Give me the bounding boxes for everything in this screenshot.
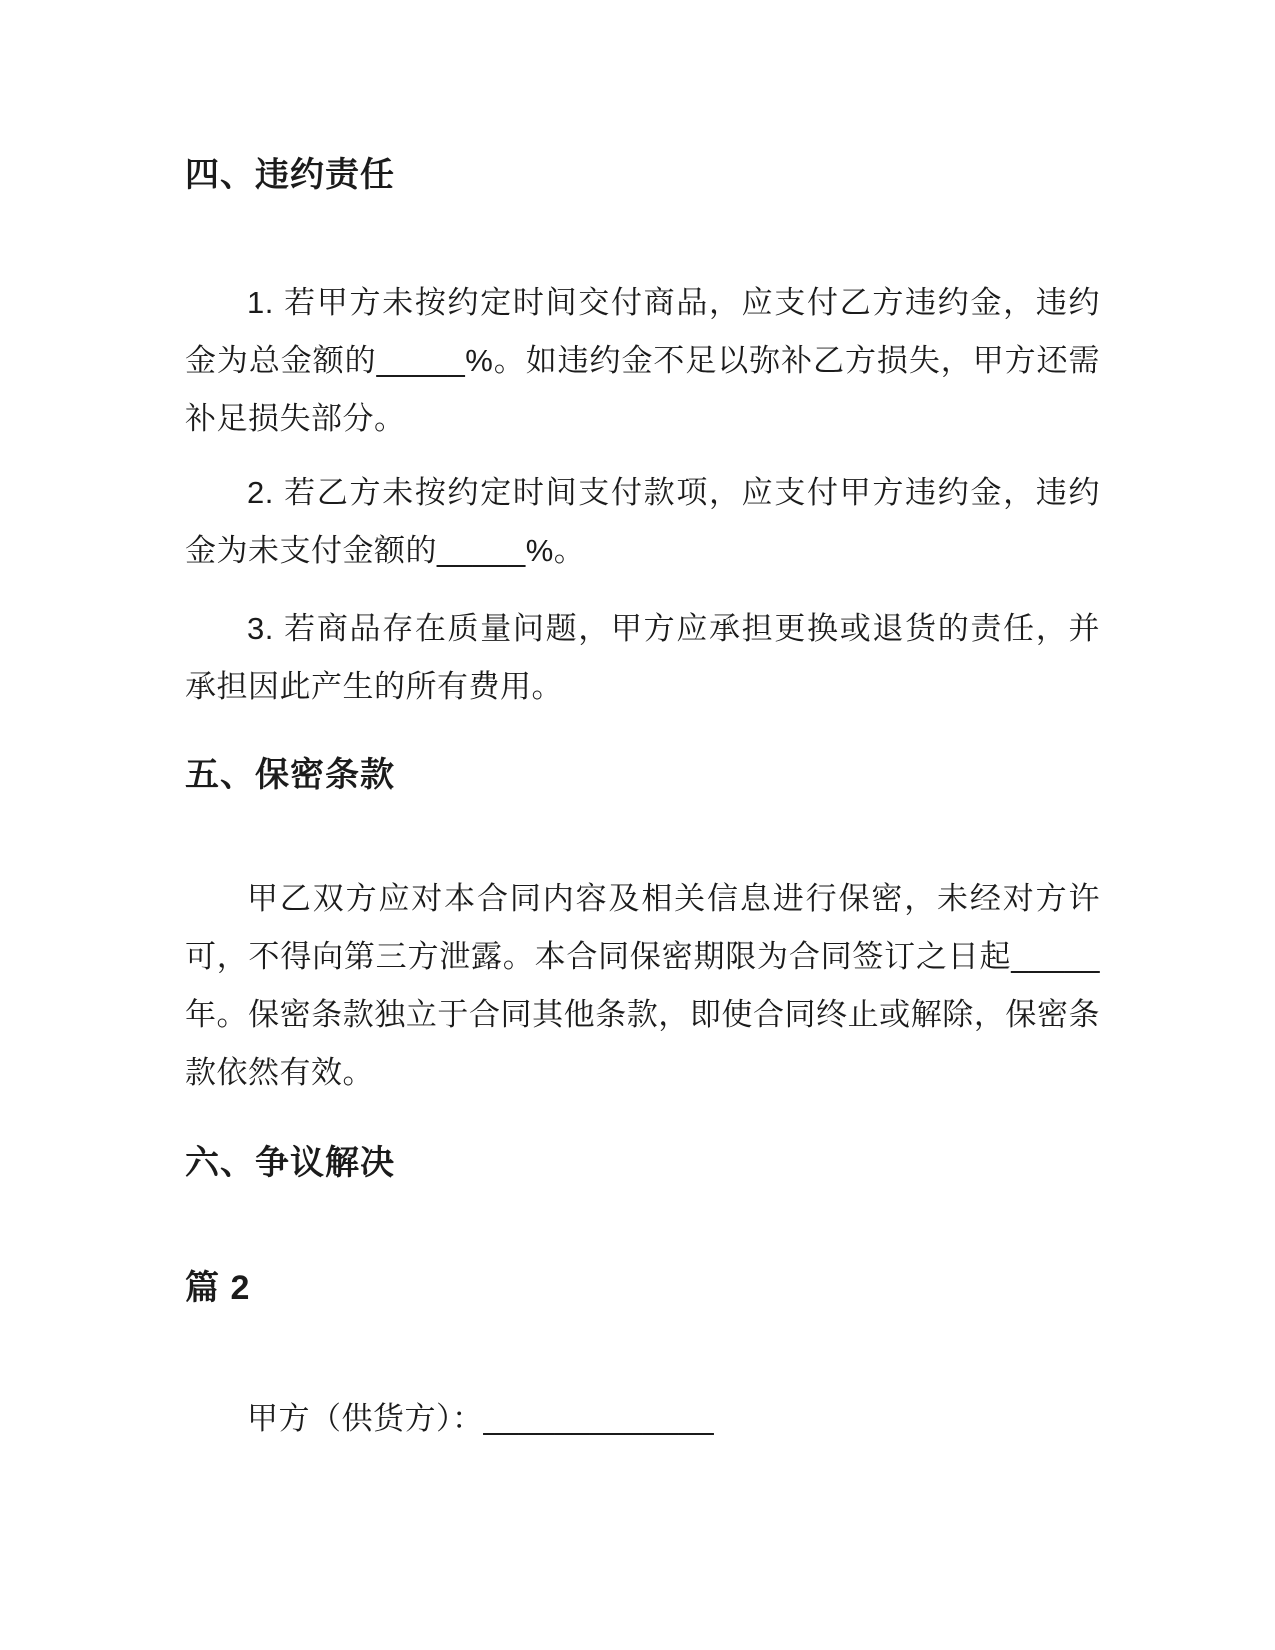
part-2-heading: 篇 2 (185, 1269, 251, 1307)
clause-late-delivery-penalty: 1. 若甲方未按约定时间交付商品，应支付乙方违约金，违约金为总金额的_____%。如违约金不足以弥补乙方损失，甲方还需补足损失部分。 (185, 285, 1100, 436)
clause-confidentiality-terms: 甲乙双方应对本合同内容及相关信息进行保密，未经对方许可，不得向第三方泄露。本合同保密期限为合同签订之日起_____年。保密条款独立于合同其他条款，即使合同终止或解除，保密条款依然有效。 (185, 881, 1100, 1090)
party-a-supplier-blank-line: 甲方（供货方）：_____________ (247, 1401, 715, 1436)
section-heading-dispute-resolution: 六、争议解决 (185, 1144, 395, 1182)
clause-late-payment-penalty: 2. 若乙方未按约定时间支付款项，应支付甲方违约金，违约金为未支付金额的_____%。 (185, 475, 1100, 568)
section-heading-confidentiality: 五、保密条款 (185, 756, 395, 794)
section-heading-breach-liability: 四、违约责任 (185, 156, 395, 194)
clause-quality-issue-liability: 3. 若商品存在质量问题，甲方应承担更换或退货的责任，并承担因此产生的所有费用。 (185, 611, 1100, 704)
